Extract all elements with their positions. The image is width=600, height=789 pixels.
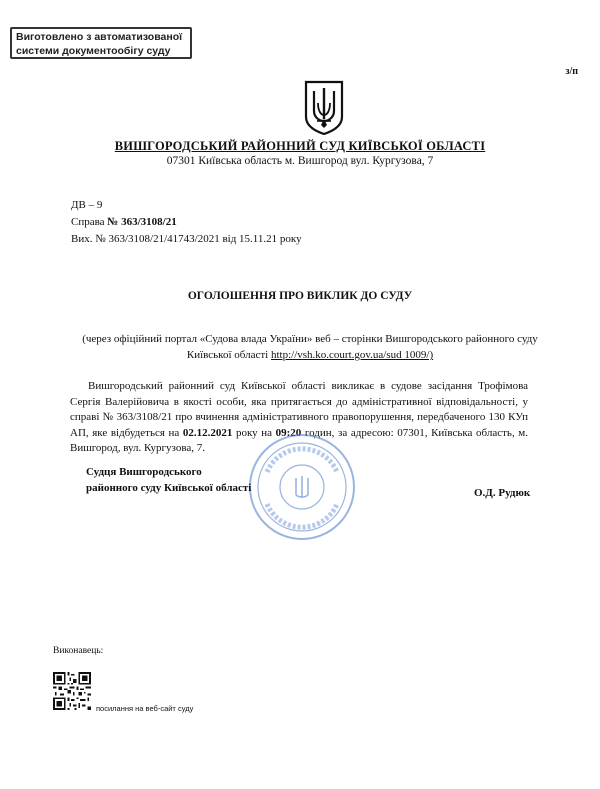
coat-of-arms-icon [303,79,345,135]
executor-label: Виконавець: [53,646,104,656]
court-address: 07301 Київська область м. Вишгород вул. Кургузова, 7 [166,155,434,167]
case-line [71,214,302,231]
judge-title [86,464,251,496]
outgoing-number: Вих. № 363/3108/21/41743/2021 від 15.11.21 року [71,233,302,245]
top-right-mark: з/п [565,66,578,77]
portal-note [80,331,540,363]
case-number: № 363/3108/21 [107,216,177,228]
court-website-link[interactable]: http://vsh.ko.court.gov.ua/sud 1009/) [270,349,434,361]
portal-text: (через офіційний портал «Судова влада України» веб – сторінки Вишгородського районного суду Київської області [82,333,538,361]
judge-title-line-1: Судця Вишгородського [86,466,202,478]
court-seal-icon [247,432,357,542]
judge-name: О.Д. Рудюк [474,487,531,499]
document-meta [71,197,302,248]
dv-code: ДВ – 9 [71,199,103,211]
hearing-time: 09:20 [275,426,302,439]
body-part-3: годин, за адресою: 07301, Київська область, м. Вишгород, вул. Кургузова, 7. [70,426,528,454]
judge-title-line-2: районного суду Київської області [86,482,252,494]
hearing-date: 02.12.2021 [182,426,233,439]
stamp-line-1: Виготовлено з автоматизованої [16,31,183,43]
stamp-line-2: системи документообігу суду [16,45,171,57]
notice-heading: ОГОЛОШЕННЯ ПРО ВИКЛИК ДО СУДУ [187,290,413,302]
qr-code-icon[interactable] [53,672,91,710]
case-label: Справа [71,216,108,228]
qr-caption: посилання на веб-сайт суду [96,704,194,713]
court-name: ВИШГОРОДСЬКИЙ РАЙОННИЙ СУД КИЇВСЬКОЇ ОБЛАСТІ [114,139,486,153]
body-part-1: Вишгородський районний суд Київської області викликає в судове засідання Трофімова Сергія Валерійовича в якості особи, яка притягається до адміністративної відповідальності, у справі № 363/3108/21 про вчинення адміністративного правопорушення, передбаченого 130 КУп АП, яке відбудеться на [70,380,528,439]
auto-doc-stamp [10,27,192,59]
body-part-2: року на [232,426,276,439]
